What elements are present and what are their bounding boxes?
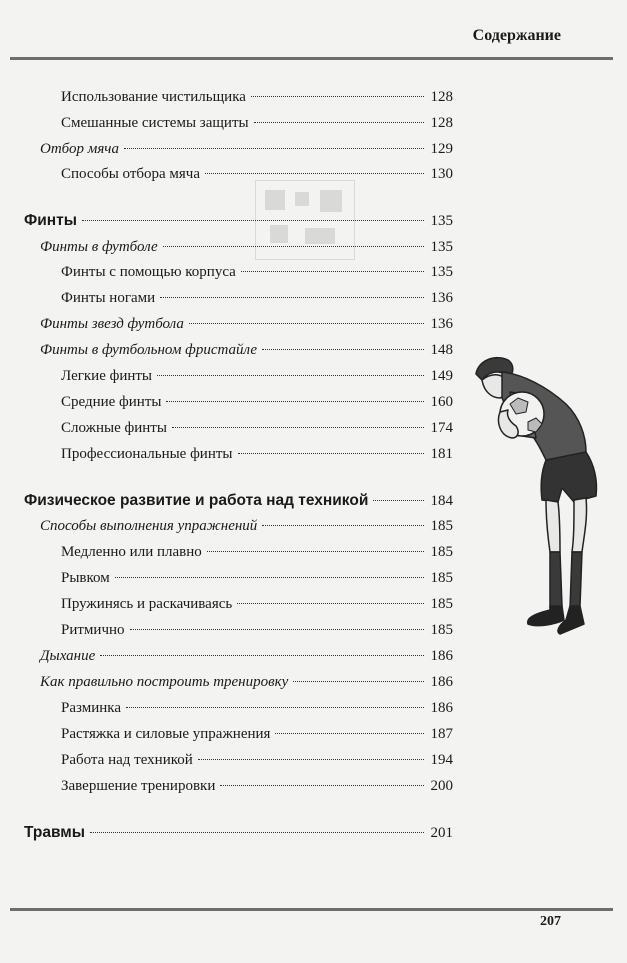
page-number: 207 [540,914,561,929]
toc-entry[interactable]: Сложные финты 174 [61,420,453,436]
toc-entry[interactable]: Способы отбора мяча 130 [61,166,453,182]
header-rule [10,57,613,60]
toc-entry[interactable]: Рывком 185 [61,570,453,586]
toc-entry[interactable]: Финты в футбольном фристайле 148 [40,342,453,358]
toc-entry[interactable]: Растяжка и силовые упражнения 187 [61,726,453,742]
footballer-illustration [462,352,602,642]
toc-entry[interactable]: Как правильно построить тренировку 186 [40,674,453,690]
toc-chapter[interactable]: Физическое развитие и работа над техникой 184 [24,492,453,509]
toc-entry[interactable]: Финты в футболе 135 [40,239,453,255]
toc-entry[interactable]: Завершение тренировки 200 [61,778,453,794]
toc-entry[interactable]: Профессиональные финты 181 [61,446,453,462]
toc-entry[interactable]: Дыхание 186 [40,648,453,664]
toc-entry[interactable]: Ритмично 185 [61,622,453,638]
toc-entry[interactable]: Средние финты 160 [61,394,453,410]
toc-entry[interactable]: Смешанные системы защиты 128 [61,115,453,131]
toc-chapter[interactable]: Финты 135 [24,212,453,229]
toc-entry[interactable]: Финты с помощью корпуса 135 [61,264,453,280]
toc-entry[interactable]: Медленно или плавно 185 [61,544,453,560]
footer-rule [10,908,613,911]
toc-chapter[interactable]: Травмы 201 [24,824,453,841]
toc-entry[interactable]: Работа над техникой 194 [61,752,453,768]
toc-entry[interactable]: Финты ногами 136 [61,290,453,306]
toc-entry[interactable]: Пружинясь и раскачиваясь 185 [61,596,453,612]
toc-entry[interactable]: Разминка 186 [61,700,453,716]
toc-entry[interactable]: Отбор мяча 129 [40,141,453,157]
toc-entry[interactable]: Использование чистильщика 128 [61,89,453,105]
toc-entry[interactable]: Финты звезд футбола 136 [40,316,453,332]
toc-entry[interactable]: Способы выполнения упражнений 185 [40,518,453,534]
toc-entry[interactable]: Легкие финты 149 [61,368,453,384]
running-header: Содержание [472,27,561,44]
